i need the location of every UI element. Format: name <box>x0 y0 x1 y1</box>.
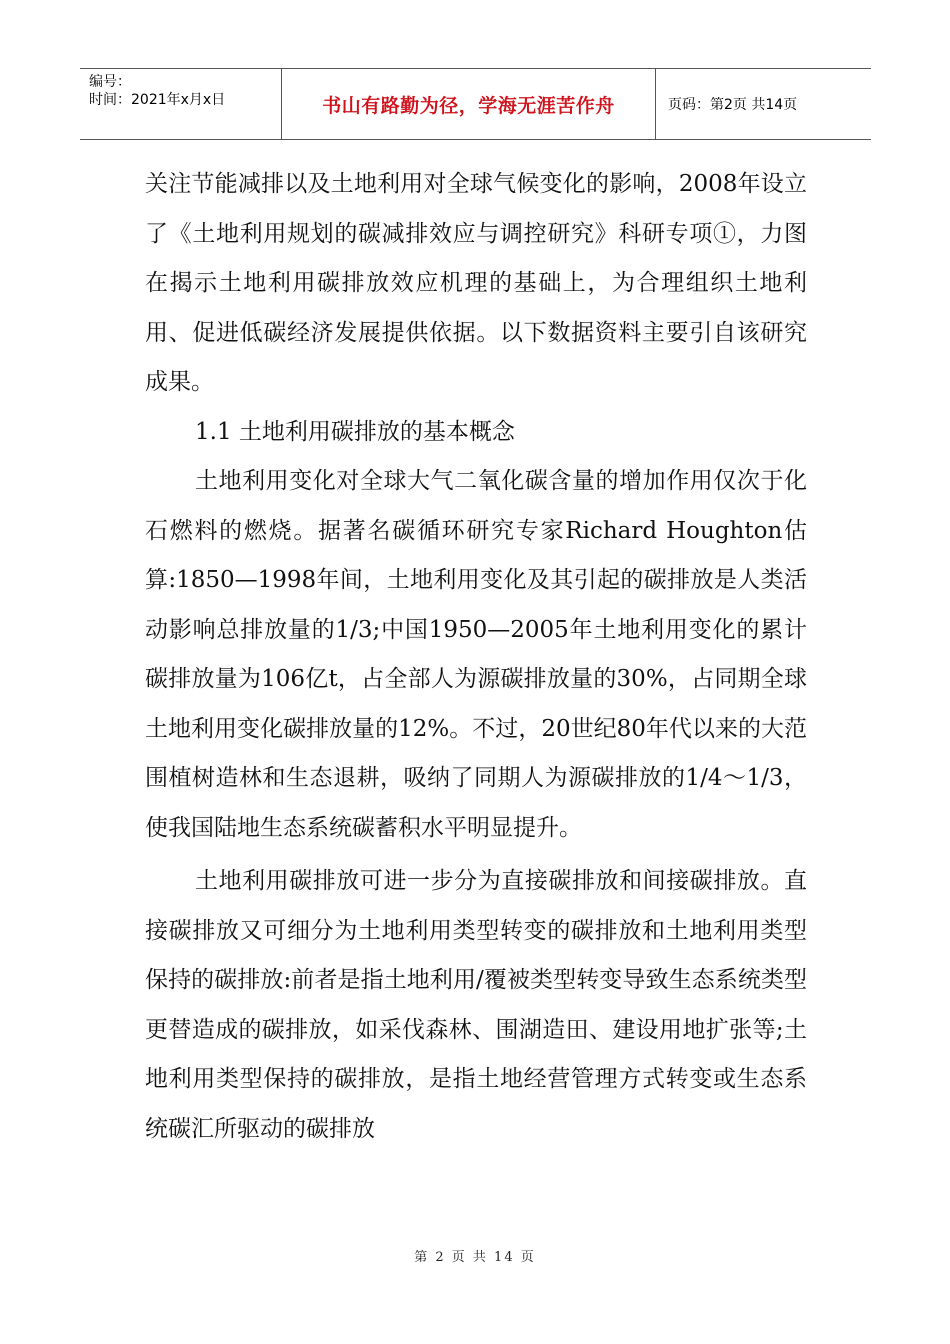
serial-number-label: 编号： <box>89 74 131 90</box>
document-header <box>80 68 871 140</box>
header-page-info: 页码：第2页 共14页 <box>668 97 798 113</box>
document-body <box>145 160 807 1154</box>
paragraph-emission-types: 土地利用碳排放可进一步分为直接碳排放和间接碳排放。直接碳排放又可细分为土地利用类型转变的碳排放和土地利用类型保持的碳排放:前者是指土地利用/覆被类型转变导致生态系统类型更替造成的碳排放，如采伐森林、围湖造田、建设用地扩张等;土地利用类型保持的碳排放，是指土地经营管理方式转变或生态系统碳汇所驱动的碳排放 <box>145 868 807 1142</box>
section-heading: 1.1 土地利用碳排放的基本概念 <box>195 418 515 445</box>
header-meta <box>80 69 282 139</box>
page-footer: 第 2 页 共 14 页 <box>414 1250 536 1265</box>
time-label: 时间：2021年x月x日 <box>89 92 226 108</box>
paragraph-land-use-change: 土地利用变化对全球大气二氧化碳含量的增加作用仅次于化石燃料的燃烧。据著名碳循环研究专家Richard Houghton估算:1850—1998年间，土地利用变化及其引起的碳排放是人类活动影响总排放量的1/3;中国1950—2005年土地利用变化的累计碳排放量为106亿t，占全部人为源碳排放量的30%，占同期全球土地利用变化碳排放量的12%。不过，20世纪80年代以来的大范围植树造林和生态退耕，吸纳了同期人为源碳排放的1/4～1/3，使我国陆地生态系统碳蓄积水平明显提升。 <box>145 468 807 841</box>
header-motto: 书山有路勤为径，学海无涯苦作舟 <box>282 69 656 139</box>
paragraph-intro: 关注节能减排以及土地利用对全球气候变化的影响，2008年设立了《土地利用规划的碳减排效应与调控研究》科研专项①，力图在揭示土地利用碳排放效应机理的基础上，为合理组织土地利用、促进低碳经济发展提供依据。以下数据资料主要引自该研究成果。 <box>145 171 807 395</box>
